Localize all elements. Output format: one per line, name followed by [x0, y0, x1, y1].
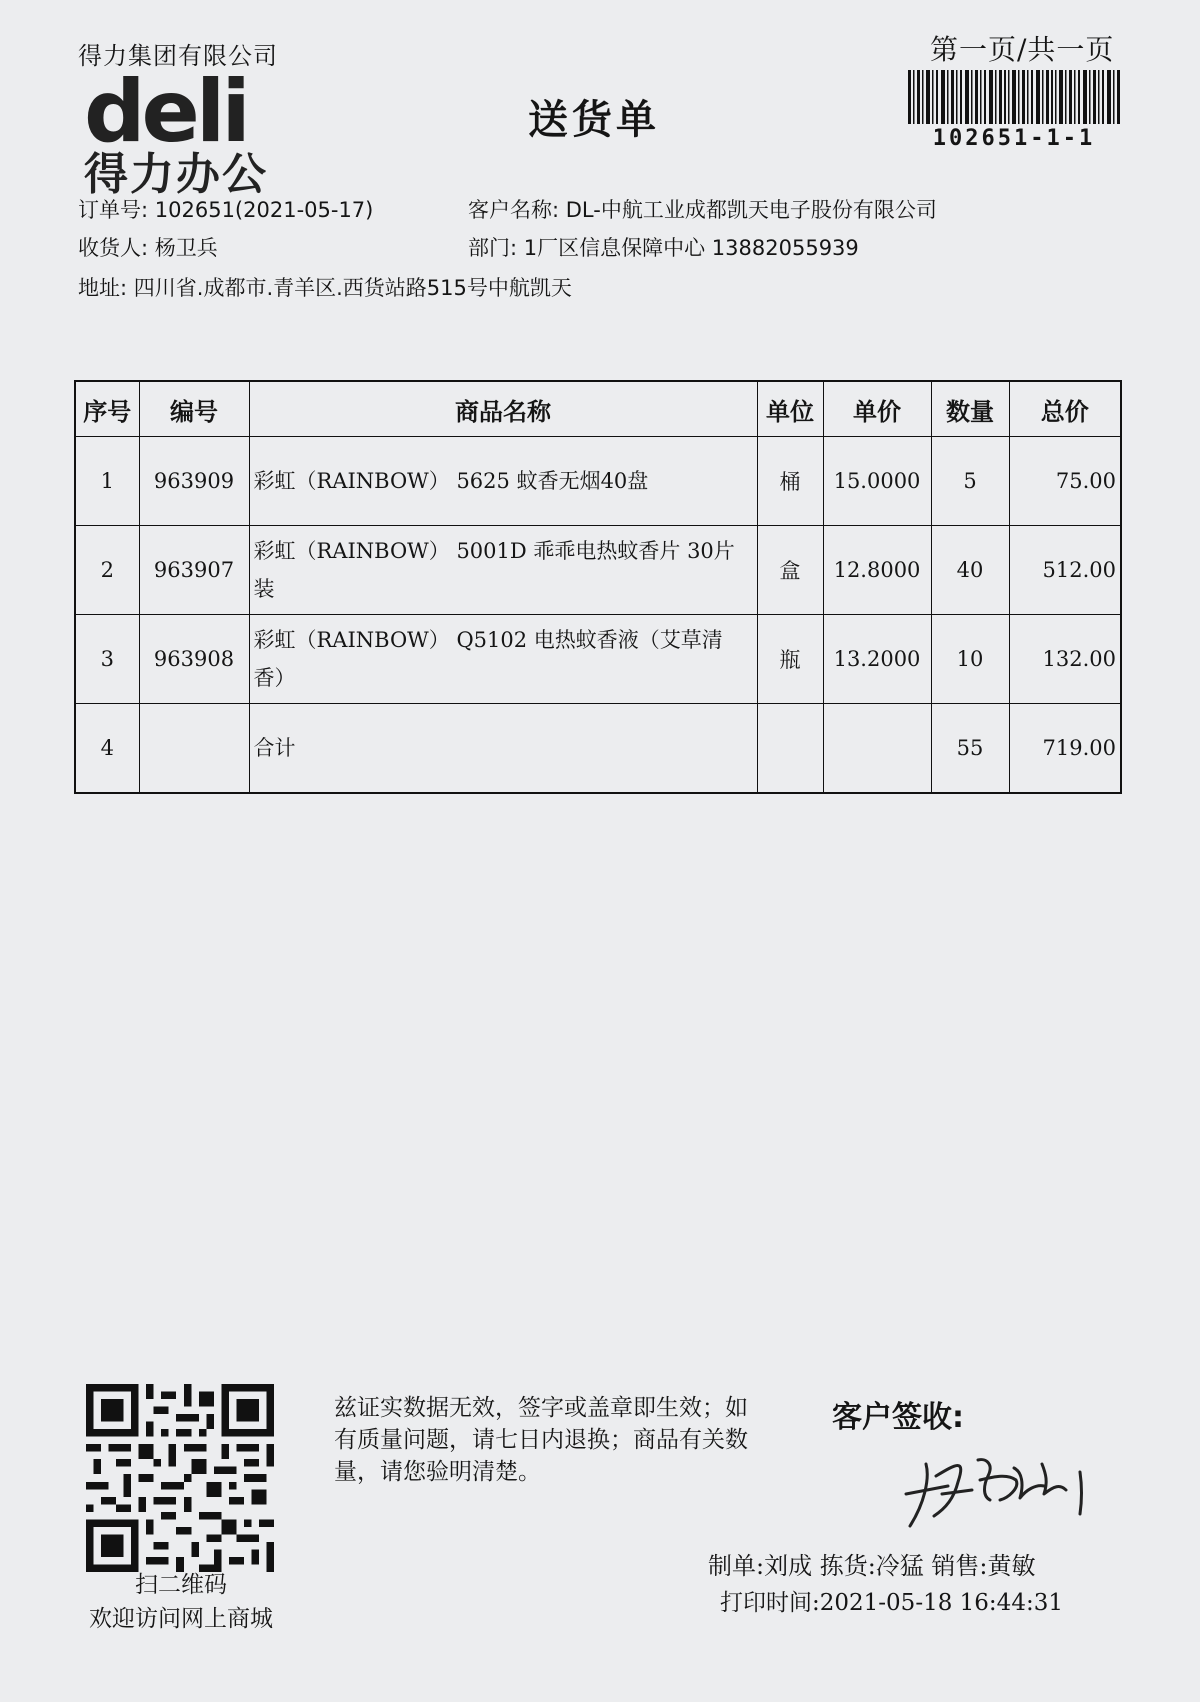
goods-table [74, 380, 1122, 794]
order-value: 102651(2021-05-17) [154, 198, 374, 222]
cell-product-name: 彩虹（RAINBOW） 5625 蚊香无烟40盘 [249, 437, 757, 526]
table-header-row [75, 381, 1121, 437]
document-title: 送货单 [528, 97, 660, 143]
customer-label: 客户名称: [468, 198, 560, 222]
receiver-value: 杨卫兵 [154, 236, 218, 260]
cell-total-label: 合计 [249, 704, 757, 794]
qr-caption-line-2: 欢迎访问网上商城 [89, 1606, 273, 1632]
header-index: 序号 [75, 381, 139, 437]
cell-unit: 瓶 [757, 615, 823, 704]
handwritten-signature [896, 1424, 1096, 1534]
cell-quantity-sum: 55 [931, 704, 1009, 794]
dept-value: 1厂区信息保障中心 13882055939 [523, 236, 859, 260]
cell-grand-total: 719.00 [1009, 704, 1121, 794]
table-row [75, 526, 1121, 615]
cell-quantity: 5 [931, 437, 1009, 526]
cell-index: 2 [75, 526, 139, 615]
header-unit-price: 单价 [823, 381, 931, 437]
address-value: 四川省.成都市.青羊区.西货站路515号中航凯天 [133, 276, 572, 300]
cell-code: 963908 [139, 615, 249, 704]
cell-unit: 盒 [757, 526, 823, 615]
cell-index: 4 [75, 704, 139, 794]
customer-value: DL-中航工业成都凯天电子股份有限公司 [565, 198, 937, 222]
header-total: 总价 [1009, 381, 1121, 437]
order-number [78, 194, 373, 224]
cell-unit-price: 13.2000 [823, 615, 931, 704]
cell-total: 75.00 [1009, 437, 1121, 526]
barcode-number: 102651-1-1 [932, 126, 1096, 151]
dept-label: 部门: [468, 236, 518, 260]
customer-sign-label: 客户签收: [832, 1400, 964, 1435]
cell-unit-price [823, 704, 931, 794]
address-label: 地址: [78, 276, 128, 300]
company-name: 得力集团有限公司 [78, 42, 278, 70]
notice-text: 兹证实数据无效，签字或盖章即生效；如有质量问题，请七日内退换；商品有关数量，请您验明清楚。 [334, 1395, 748, 1485]
cell-total: 512.00 [1009, 526, 1121, 615]
page-indicator: 第一页/共一页 [930, 33, 1115, 66]
header-unit: 单位 [757, 381, 823, 437]
cell-unit-price: 12.8000 [823, 526, 931, 615]
cell-unit: 桶 [757, 437, 823, 526]
cell-index: 1 [75, 437, 139, 526]
cell-code [139, 704, 249, 794]
cell-code: 963909 [139, 437, 249, 526]
customer-name [468, 194, 937, 224]
qr-code-icon [86, 1384, 274, 1572]
address [78, 272, 572, 302]
staff-info: 制单:刘成 拣货:冷猛 销售:黄敏 [708, 1552, 1036, 1580]
cell-total: 132.00 [1009, 615, 1121, 704]
cell-product-name: 彩虹（RAINBOW） Q5102 电热蚊香液（艾草清香） [249, 615, 757, 704]
table-total-row [75, 704, 1121, 794]
cell-unit [757, 704, 823, 794]
print-time: 打印时间:2021-05-18 16:44:31 [720, 1590, 1063, 1616]
cell-code: 963907 [139, 526, 249, 615]
table-row [75, 615, 1121, 704]
qr-caption [70, 1568, 292, 1636]
header-product-name: 商品名称 [249, 381, 757, 437]
cell-product-name: 彩虹（RAINBOW） 5001D 乖乖电热蚊香片 30片装 [249, 526, 757, 615]
logo-wordmark: deli [84, 62, 247, 162]
order-label: 订单号: [78, 198, 149, 222]
cell-index: 3 [75, 615, 139, 704]
department [468, 232, 859, 262]
table-row [75, 437, 1121, 526]
qr-caption-line-1: 扫二维码 [135, 1572, 227, 1598]
logo-chinese: 得力办公 [84, 149, 268, 200]
cell-quantity: 40 [931, 526, 1009, 615]
header-code: 编号 [139, 381, 249, 437]
deli-logo [84, 62, 284, 200]
cell-unit-price: 15.0000 [823, 437, 931, 526]
cell-quantity: 10 [931, 615, 1009, 704]
barcode-icon [908, 70, 1120, 124]
receiver-label: 收货人: [78, 236, 149, 260]
receiver [78, 232, 218, 262]
header-quantity: 数量 [931, 381, 1009, 437]
